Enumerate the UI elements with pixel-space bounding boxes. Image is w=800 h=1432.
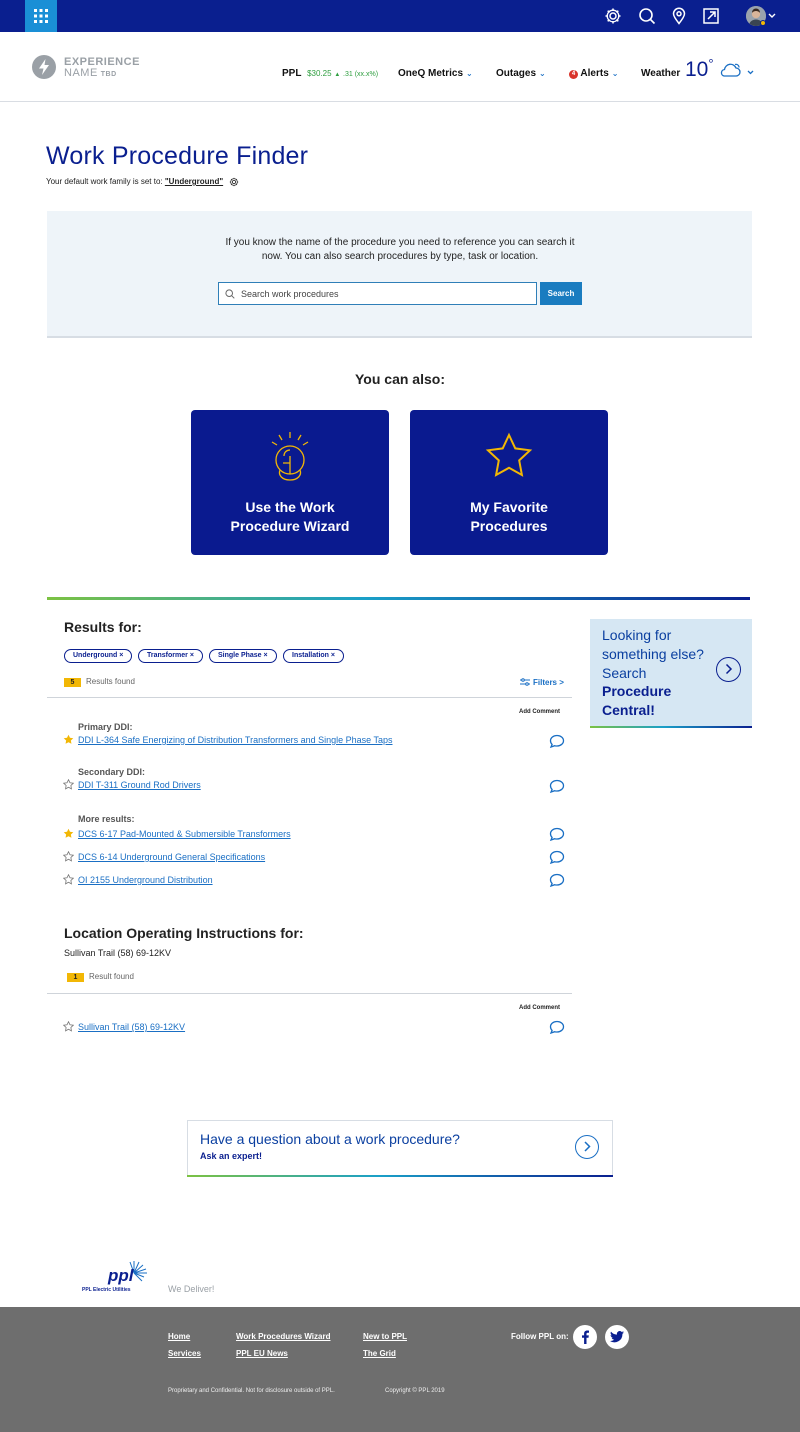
secondary-ddi-label: Secondary DDI: — [78, 767, 146, 777]
result-link-more-2[interactable]: DCS 6-14 Underground General Specifications — [78, 852, 266, 862]
cloudy-weather-icon — [718, 61, 742, 79]
results-count-badge: 5 — [64, 678, 81, 687]
side-card-gradient — [590, 726, 752, 728]
footer-link-home[interactable]: Home — [168, 1332, 191, 1341]
lightning-bolt-icon — [32, 55, 56, 79]
comment-bubble-icon[interactable] — [549, 734, 565, 748]
wizard-card-label — [191, 498, 389, 536]
tbd-label: TBD — [100, 71, 117, 78]
close-icon[interactable]: × — [119, 652, 124, 659]
search-icon[interactable] — [638, 7, 656, 25]
ask-expert-box[interactable] — [187, 1120, 613, 1176]
copyright-text: Copyright © PPL 2019 — [385, 1388, 445, 1394]
ppl-price: $30.25 — [307, 69, 332, 78]
filter-chip-single-phase[interactable] — [209, 649, 277, 663]
lightbulb-icon — [263, 430, 317, 486]
loi-count-badge: 1 — [67, 973, 84, 982]
search-icon — [225, 289, 235, 299]
ppl-label: PPL — [282, 68, 302, 79]
chip-label: Single Phase — [218, 652, 262, 659]
twitter-icon[interactable] — [605, 1325, 629, 1349]
search-field[interactable] — [218, 282, 537, 305]
name-label — [64, 67, 117, 79]
close-icon[interactable]: × — [330, 652, 335, 659]
degree-symbol: ° — [708, 56, 714, 71]
nav-outages-label: Outages — [496, 68, 537, 79]
section-divider-gradient — [47, 597, 750, 600]
more-results-label: More results: — [78, 814, 135, 824]
nav-weather-label: Weather — [641, 68, 681, 79]
loi-result-link[interactable]: Sullivan Trail (58) 69-12KV — [78, 1022, 186, 1032]
work-procedure-wizard-card[interactable] — [191, 410, 389, 555]
add-comment-header: Add Comment — [519, 709, 560, 715]
up-arrow-icon: ▲ — [334, 72, 341, 78]
default-family-value[interactable]: "Underground" — [164, 177, 224, 186]
ppl-change: .31 (xx.x%) — [343, 71, 379, 78]
tagline: We Deliver! — [168, 1284, 215, 1294]
footer-link-the-grid[interactable]: The Grid — [363, 1349, 396, 1358]
legal-text: Proprietary and Confidential. Not for disclosure outside of PPL. — [168, 1388, 335, 1394]
search-button[interactable]: Search — [540, 282, 582, 305]
chevron-down-icon[interactable] — [768, 13, 776, 19]
side-card-bold: Procedure Central! — [602, 683, 672, 718]
comment-bubble-icon[interactable] — [549, 873, 565, 887]
ppl-logo-subtitle: PPL Electric Utilities — [82, 1287, 131, 1293]
favorite-procedures-card[interactable] — [410, 410, 608, 555]
chevron-down-icon: ⌄ — [539, 69, 546, 78]
star-icon — [485, 432, 533, 480]
search-panel — [47, 211, 752, 338]
footer — [0, 1307, 800, 1432]
ask-expert-link[interactable]: Ask an expert! — [200, 1151, 263, 1161]
favorites-card-line2: Procedures — [470, 518, 548, 534]
result-link-more-1[interactable]: DCS 6-17 Pad-Mounted & Submersible Transformers — [78, 829, 291, 839]
loi-add-comment-header: Add Comment — [519, 1005, 560, 1011]
wizard-card-line2: Procedure Wizard — [230, 518, 350, 534]
favorites-card-label — [410, 498, 608, 536]
result-link-more-3[interactable]: OI 2155 Underground Distribution — [78, 875, 213, 885]
chevron-down-icon: ⌄ — [466, 69, 473, 78]
search-input[interactable] — [241, 283, 531, 304]
presence-indicator — [760, 20, 766, 26]
default-family-prefix: Your default work family is set to: — [46, 177, 165, 186]
external-link-icon[interactable] — [702, 7, 720, 25]
star-outline-icon[interactable] — [63, 1021, 74, 1032]
comment-bubble-icon[interactable] — [549, 1020, 565, 1034]
arrow-right-icon[interactable] — [575, 1135, 599, 1159]
location-pin-icon[interactable] — [670, 7, 688, 25]
filter-chip-installation[interactable] — [283, 649, 344, 663]
ppl-stock-ticker[interactable] — [282, 68, 378, 79]
page-title: Work Procedure Finder — [46, 142, 309, 170]
ask-box-gradient — [187, 1175, 613, 1177]
footer-link-new-to-ppl[interactable]: New to PPL — [363, 1332, 408, 1341]
name-text: NAME — [64, 67, 98, 79]
weather-temperature — [685, 56, 714, 82]
star-outline-icon[interactable] — [63, 779, 74, 790]
nav-outages[interactable] — [496, 68, 546, 79]
chip-label: Underground — [73, 652, 118, 659]
temperature-value: 10 — [685, 58, 709, 81]
you-can-also-heading: You can also: — [355, 371, 445, 387]
nav-alerts[interactable] — [569, 68, 618, 79]
results-divider — [47, 697, 572, 698]
results-count-label: Results found — [86, 677, 135, 686]
default-work-family — [46, 177, 223, 186]
close-icon[interactable]: × — [189, 652, 194, 659]
follow-label: Follow PPL on: — [511, 1332, 569, 1341]
nav-alerts-label: Alerts — [580, 68, 609, 79]
footer-link-wizard[interactable]: Work Procedures Wizard — [236, 1332, 331, 1341]
gear-icon[interactable] — [229, 177, 239, 187]
result-link-primary[interactable]: DDI L-364 Safe Energizing of Distribution Transformers and Single Phase Taps — [78, 735, 393, 745]
filters-label: Filters > — [533, 678, 564, 687]
primary-ddi-label: Primary DDI: — [78, 722, 133, 732]
star-filled-icon[interactable] — [63, 734, 74, 745]
footer-link-eu-news[interactable]: PPL EU News — [236, 1349, 288, 1358]
filter-chip-underground[interactable] — [64, 649, 132, 663]
favorites-card-line1: My Favorite — [470, 499, 548, 515]
loi-count-label: Result found — [89, 972, 134, 981]
filters-button[interactable] — [520, 678, 564, 687]
close-icon[interactable]: × — [263, 652, 268, 659]
chevron-down-icon: ⌄ — [611, 69, 619, 78]
results-heading: Results for: — [64, 619, 142, 635]
star-filled-icon[interactable] — [63, 828, 74, 839]
gear-icon[interactable] — [604, 7, 622, 25]
ppl-logo-text: ppl — [108, 1266, 134, 1285]
chip-label: Installation — [292, 652, 329, 659]
experience-label: EXPERIENCE — [64, 56, 140, 68]
comment-bubble-icon[interactable] — [549, 850, 565, 864]
filter-sliders-icon — [520, 678, 530, 686]
loi-location: Sullivan Trail (58) 69-12KV — [64, 948, 172, 958]
chip-label: Transformer — [147, 652, 188, 659]
nav-oneq-label: OneQ Metrics — [398, 68, 464, 79]
apps-grid-icon[interactable] — [25, 0, 57, 32]
loi-divider — [47, 993, 572, 994]
comment-bubble-icon[interactable] — [549, 827, 565, 841]
search-help-text: If you know the name of the procedure you need to reference you can search it now. You can also search procedures by type, task or location. — [225, 237, 575, 262]
alerts-count-badge: 4 — [569, 70, 578, 79]
star-outline-icon[interactable] — [63, 874, 74, 885]
filter-chip-transformer[interactable] — [138, 649, 203, 663]
facebook-icon[interactable] — [573, 1325, 597, 1349]
nav-oneq-metrics[interactable] — [398, 68, 473, 79]
ask-title: Have a question about a work procedure? — [200, 1131, 460, 1147]
star-outline-icon[interactable] — [63, 851, 74, 862]
comment-bubble-icon[interactable] — [549, 779, 565, 793]
result-link-secondary[interactable]: DDI T-311 Ground Rod Drivers — [78, 780, 201, 790]
arrow-right-icon[interactable] — [716, 657, 741, 682]
wizard-card-line1: Use the Work — [245, 499, 335, 515]
side-card-text: Looking for something else? Search — [602, 627, 704, 681]
loi-heading: Location Operating Instructions for: — [64, 925, 304, 941]
weather-chevron-down-icon[interactable] — [747, 70, 754, 75]
nav-weather[interactable] — [641, 68, 680, 79]
footer-link-services[interactable]: Services — [168, 1349, 201, 1358]
